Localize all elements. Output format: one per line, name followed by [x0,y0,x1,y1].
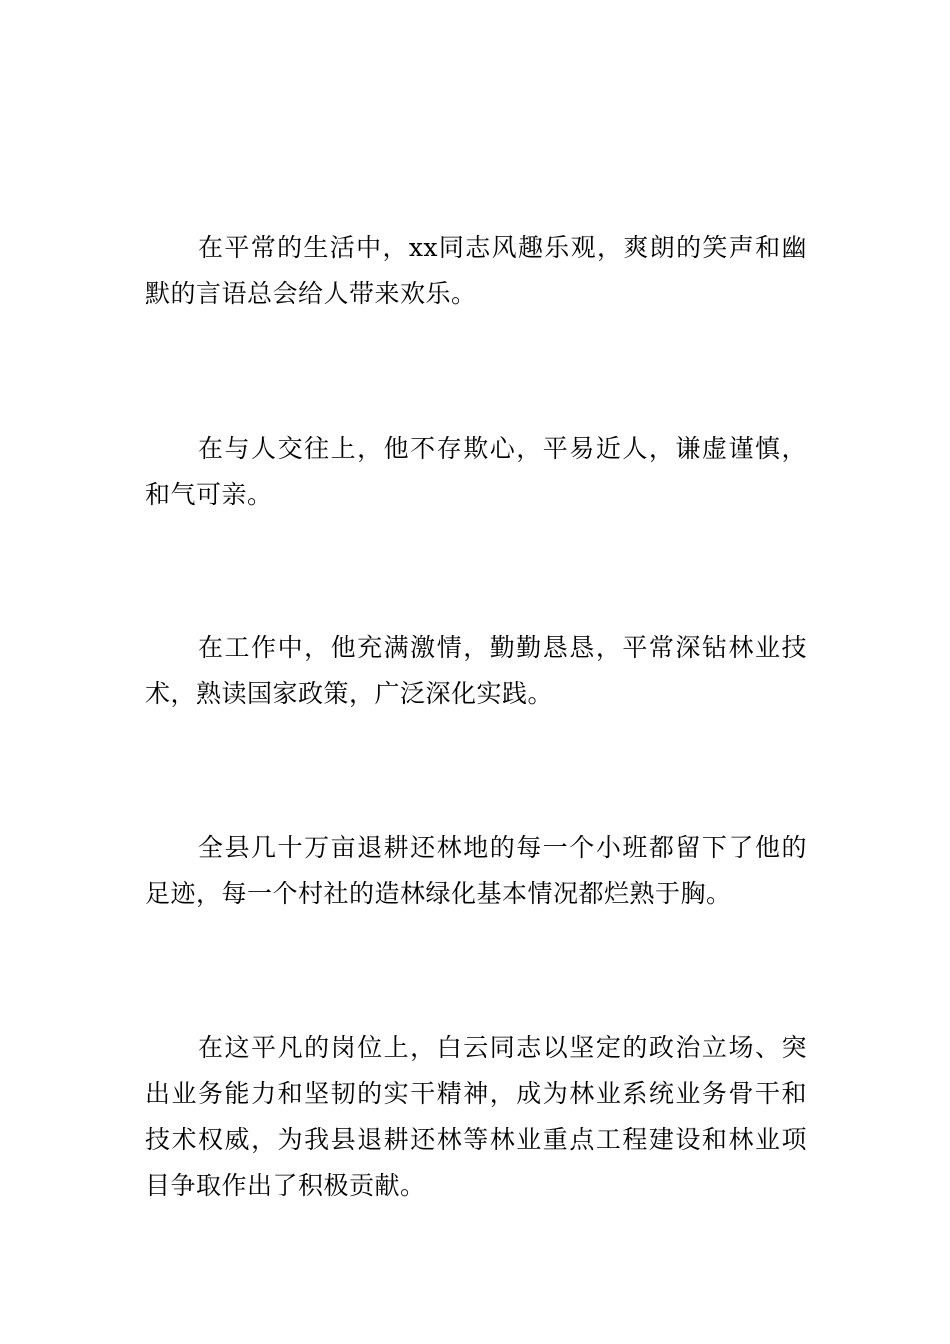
paragraph-contribution: 在这平凡的岗位上，白云同志以坚定的政治立场、突出业务能力和坚韧的实干精神，成为林业系统业务骨干和技术权威，为我县退耕还林等林业重点工程建设和林业项目争取作出了积极贡献。 [145,1033,807,1200]
paragraph-life-attitude: 在平常的生活中，xx同志风趣乐观，爽朗的笑声和幽默的言语总会给人带来欢乐。 [145,233,807,308]
paragraph-work-attitude: 在工作中，他充满激情，勤勤恳恳，平常深钻林业技术，熟读国家政策，广泛深化实践。 [145,633,807,708]
paragraph-social-manner: 在与人交往上，他不存欺心，平易近人，谦虚谨慎，和气可亲。 [145,434,807,509]
paragraph-field-knowledge: 全县几十万亩退耕还林地的每一个小班都留下了他的足迹，每一个村社的造林绿化基本情况都烂熟于胸。 [145,833,807,908]
